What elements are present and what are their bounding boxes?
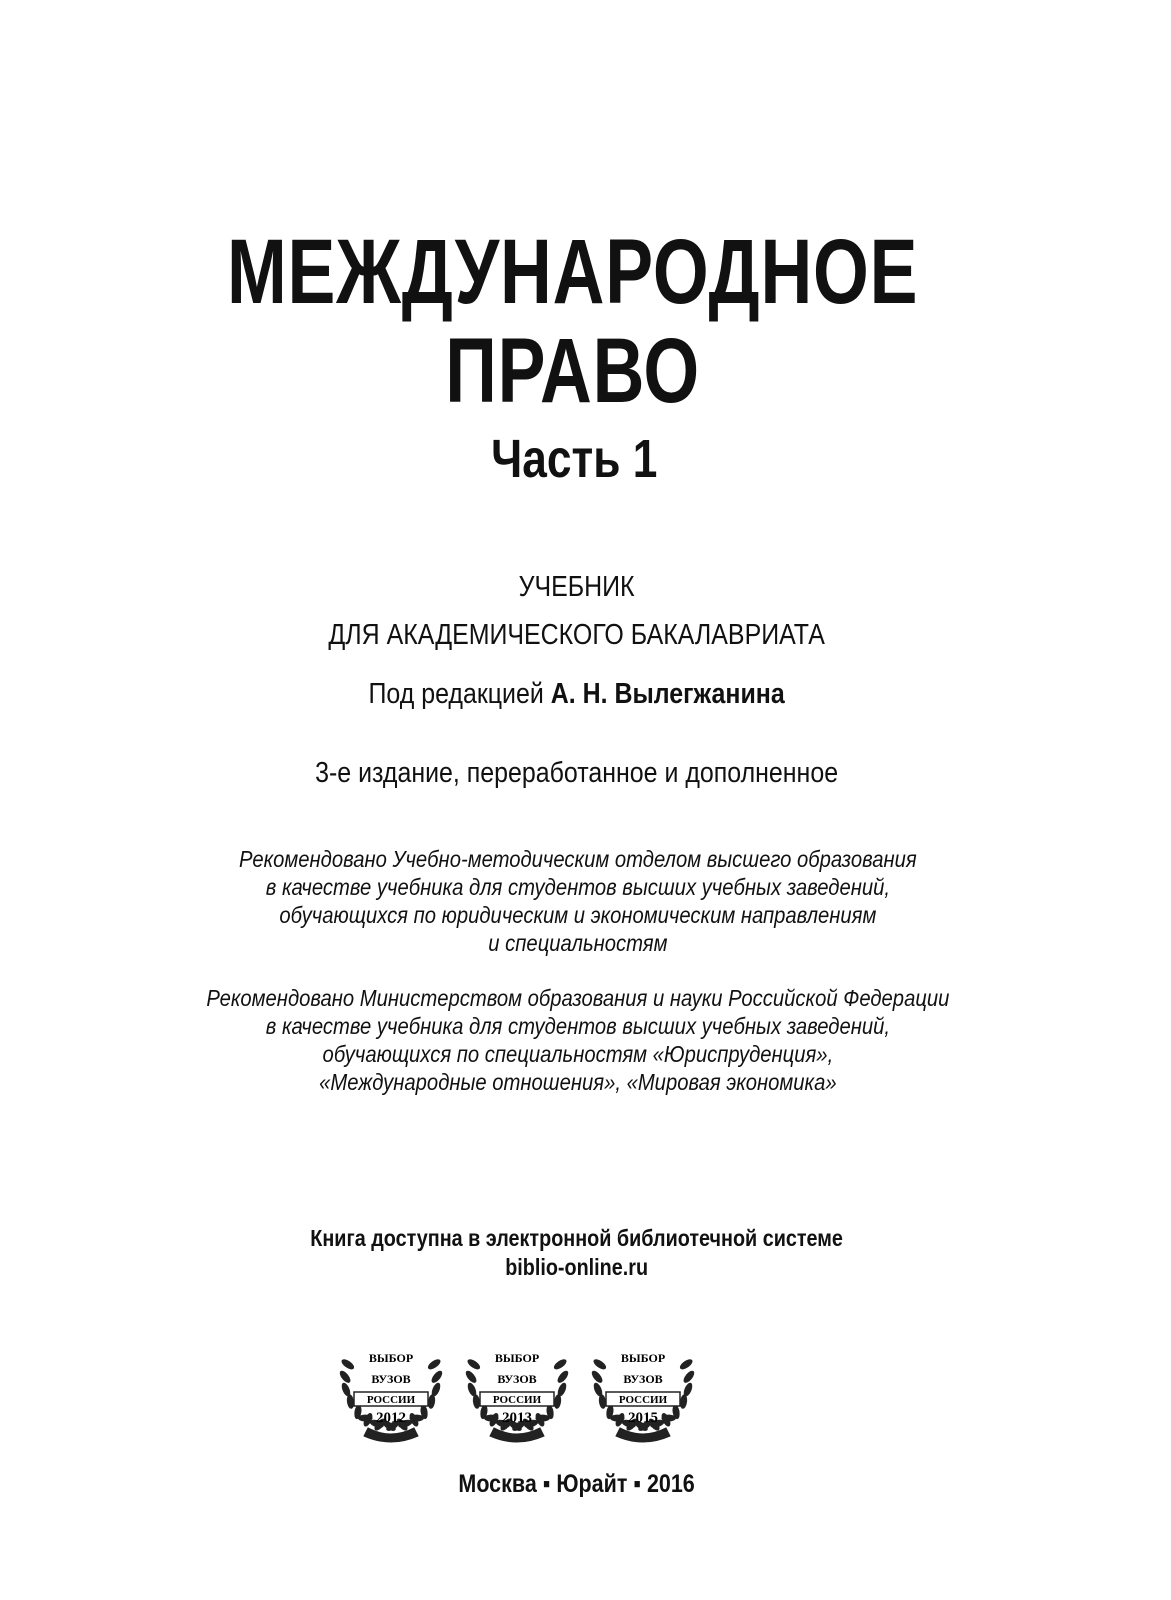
laurel-leaf: [428, 1394, 436, 1409]
edition: 3-е издание, переработанное и дополненное: [315, 757, 839, 789]
badge-text-2: ВУЗОВ: [497, 1372, 537, 1386]
book-type: УЧЕБНИК: [518, 571, 635, 603]
part-number: Часть 1: [491, 429, 658, 489]
laurel-leaf: [680, 1394, 688, 1409]
laurel-leaf: [427, 1358, 442, 1371]
recommendation-2-line-2: в качестве учебника для студентов высших учебных заведений,: [265, 1013, 891, 1039]
recommendation-1-line-1: Рекомендовано Учебно-методическим отделом высшего образования: [239, 846, 917, 872]
laurel-wreath-icon: [458, 1328, 576, 1452]
recommendation-2-line-1: Рекомендовано Министерством образования и науки Российской Федерации: [206, 985, 950, 1011]
laurel-leaf: [682, 1369, 696, 1384]
recommendation-2-line-3: обучающихся по специальностям «Юриспруденция»,: [322, 1041, 834, 1067]
laurel-leaf: [430, 1369, 444, 1384]
laurel-leaf: [464, 1369, 478, 1384]
laurel-leaf: [358, 1415, 372, 1422]
badge-year: 2015: [628, 1410, 658, 1426]
ebs-url: biblio-online.ru: [505, 1254, 649, 1280]
badge-text-1: ВЫБОР: [620, 1351, 666, 1365]
imprint: Москва ▪ Юрайт ▪ 2016: [458, 1470, 695, 1498]
laurel-leaf: [553, 1358, 568, 1371]
badge-text-3: РОССИИ: [366, 1394, 416, 1406]
badge-text-2: ВУЗОВ: [371, 1372, 411, 1386]
laurel-leaf: [610, 1415, 624, 1422]
badge-text-3: РОССИИ: [618, 1394, 668, 1406]
award-badge-2015: [584, 1328, 702, 1452]
recommendation-1-line-4: и специальностям: [488, 930, 668, 956]
ebs-notice: Книга доступна в электронной библиотечной системе: [310, 1225, 843, 1251]
laurel-leaf: [679, 1358, 694, 1371]
badge-year: 2013: [502, 1410, 532, 1426]
book-level: ДЛЯ АКАДЕМИЧЕСКОГО БАКАЛАВРИАТА: [328, 619, 825, 651]
recommendation-1-line-2: в качестве учебника для студентов высших учебных заведений,: [265, 874, 891, 900]
laurel-leaf: [346, 1394, 354, 1409]
laurel-leaf: [484, 1415, 498, 1422]
recommendation-2-line-4: «Международные отношения», «Мировая экономика»: [319, 1069, 837, 1095]
title-line-1: МЕЖДУНАРОДНОЕ: [226, 221, 919, 323]
laurel-leaf: [554, 1394, 562, 1409]
laurel-leaf: [592, 1358, 607, 1371]
laurel-leaf: [340, 1358, 355, 1371]
title-line-2: ПРАВО: [445, 320, 700, 422]
badge-text-1: ВЫБОР: [494, 1351, 540, 1365]
laurel-leaf: [466, 1358, 481, 1371]
badge-text-3: РОССИИ: [492, 1394, 542, 1406]
award-badges: [332, 1328, 702, 1452]
laurel-leaf: [338, 1369, 352, 1384]
laurel-leaf: [598, 1394, 606, 1409]
recommendation-1-line-3: обучающихся по юридическим и экономическим направлениям: [279, 902, 877, 928]
laurel-leaf: [556, 1369, 570, 1384]
laurel-wreath-icon: [332, 1328, 450, 1452]
laurel-wreath-icon: [584, 1328, 702, 1452]
laurel-leaf: [472, 1394, 480, 1409]
award-badge-2012: [332, 1328, 450, 1452]
badge-text-2: ВУЗОВ: [623, 1372, 663, 1386]
award-badge-2013: [458, 1328, 576, 1452]
laurel-leaf: [590, 1369, 604, 1384]
editor-name: А. Н. Вылегжанина: [550, 678, 785, 710]
editor-prefix: Под редакцией: [368, 678, 544, 710]
badge-text-1: ВЫБОР: [368, 1351, 414, 1365]
editor-line: [73, 679, 1080, 709]
badge-year: 2012: [376, 1410, 406, 1426]
